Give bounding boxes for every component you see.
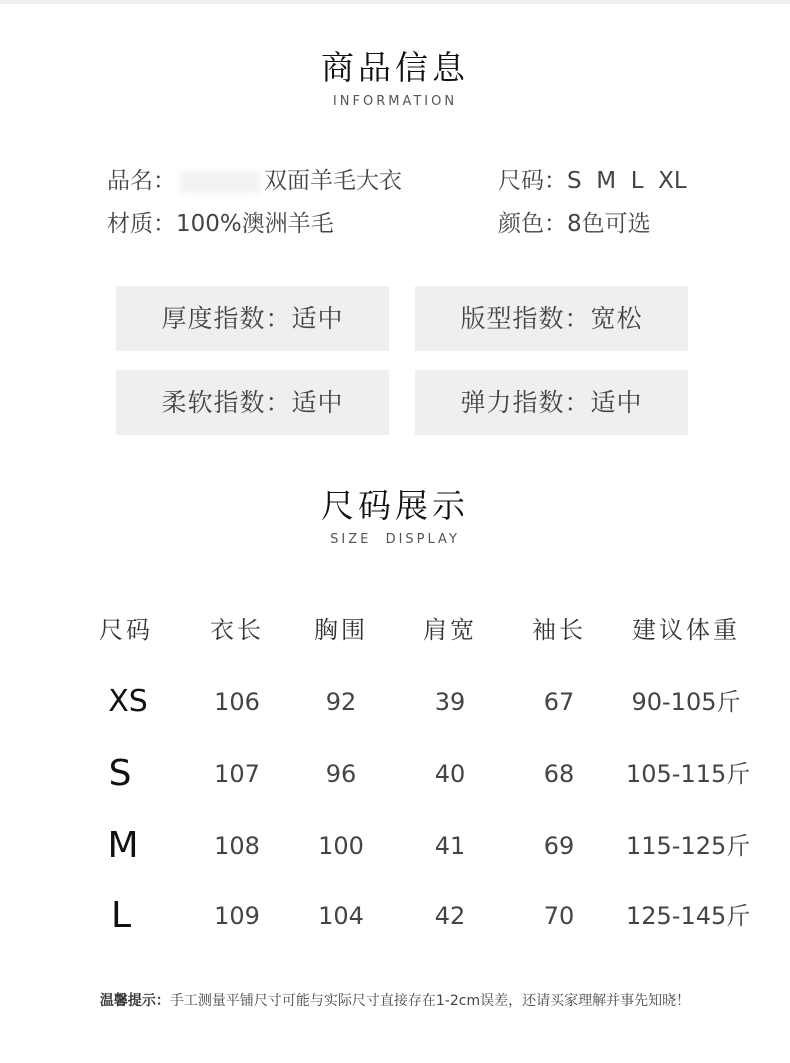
cell-chest: 92 <box>325 688 357 716</box>
product-material-row <box>107 205 334 238</box>
header-weight: 建议体重 <box>632 616 740 644</box>
cell-size: L <box>110 895 132 936</box>
blurred-brand <box>180 171 260 193</box>
header-shoulder: 肩宽 <box>423 616 477 644</box>
product-color-label: 颜色： <box>498 211 567 237</box>
cell-length: 106 <box>214 688 260 716</box>
cell-size: XS <box>108 684 148 719</box>
header-chest: 胸围 <box>314 616 368 644</box>
product-name-row <box>107 162 402 195</box>
cell-chest: 96 <box>325 760 357 788</box>
header-length: 衣长 <box>210 616 264 644</box>
elasticity-index: 弹力指数：适中 <box>415 370 688 435</box>
info-section-title: 商品信息 <box>321 48 469 87</box>
cell-weight: 125-145斤 <box>626 902 751 930</box>
cell-weight: 90-105斤 <box>631 688 741 716</box>
thickness-index: 厚度指数：适中 <box>116 286 389 351</box>
size-section-subtitle: SIZE DISPLAY <box>330 532 460 547</box>
cell-shoulder: 40 <box>434 760 466 788</box>
cell-size: S <box>108 753 132 794</box>
size-section-title: 尺码展示 <box>321 486 469 525</box>
product-size-value: S M L XL <box>567 168 687 194</box>
cell-shoulder: 39 <box>434 688 466 716</box>
cell-weight: 115-125斤 <box>626 832 751 860</box>
measurement-note <box>0 990 790 1010</box>
table-row <box>70 744 780 804</box>
product-material-value: 100%澳洲羊毛 <box>176 211 334 237</box>
product-name-value: 双面羊毛大衣 <box>264 168 402 194</box>
top-divider <box>0 0 790 4</box>
cell-length: 107 <box>214 760 260 788</box>
table-row <box>70 816 780 876</box>
cell-length: 109 <box>214 902 260 930</box>
table-row <box>70 672 780 732</box>
product-material-label: 材质： <box>107 211 176 237</box>
info-section-subtitle: INFORMATION <box>332 94 458 109</box>
product-size-row <box>498 162 687 195</box>
header-size: 尺码 <box>99 616 153 644</box>
cell-shoulder: 41 <box>434 832 466 860</box>
cell-weight: 105-115斤 <box>626 760 751 788</box>
cell-chest: 100 <box>318 832 364 860</box>
header-sleeve: 袖长 <box>532 616 586 644</box>
cell-sleeve: 69 <box>543 832 575 860</box>
note-text: 手工测量平铺尺寸可能与实际尺寸直接存在1-2cm误差，还请买家理解并事先知晓！ <box>169 993 691 1009</box>
table-header-row <box>70 600 780 660</box>
table-row <box>70 886 780 946</box>
cell-chest: 104 <box>318 902 364 930</box>
softness-index: 柔软指数：适中 <box>116 370 389 435</box>
cell-length: 108 <box>214 832 260 860</box>
product-color-row <box>498 205 651 238</box>
cell-sleeve: 70 <box>543 902 575 930</box>
cell-sleeve: 68 <box>543 760 575 788</box>
cell-shoulder: 42 <box>434 902 466 930</box>
cell-sleeve: 67 <box>543 688 575 716</box>
fit-index: 版型指数：宽松 <box>415 286 688 351</box>
product-size-label: 尺码： <box>498 168 567 194</box>
cell-size: M <box>107 825 139 866</box>
note-label: 温馨提示： <box>99 993 170 1009</box>
product-color-value: 8色可选 <box>567 211 651 237</box>
product-name-label: 品名： <box>107 168 176 194</box>
